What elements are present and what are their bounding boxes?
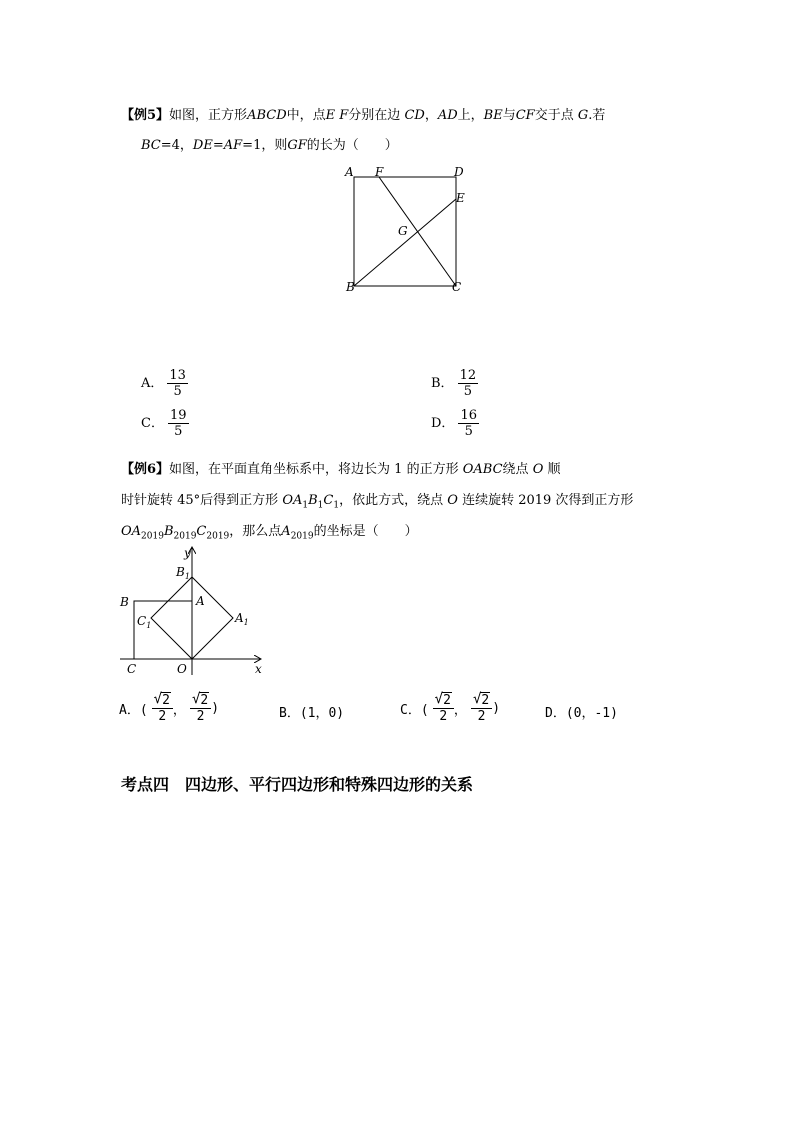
math: B bbox=[163, 524, 174, 539]
subscript: 1 bbox=[243, 618, 249, 627]
subscript: 2019 bbox=[290, 531, 314, 542]
label-b1 bbox=[175, 565, 190, 581]
radicand: 2 bbox=[162, 693, 170, 708]
text: 交于点 bbox=[534, 108, 574, 123]
radicand: 2 bbox=[481, 693, 490, 708]
sqrt-symbol: √ bbox=[434, 691, 444, 707]
math: GF bbox=[287, 138, 307, 153]
numerator: 12 bbox=[459, 368, 477, 383]
text: 与 bbox=[502, 108, 516, 123]
text: 连续旋转 2019 次得到正方形 bbox=[462, 493, 634, 508]
ex6-coordinate-figure bbox=[112, 542, 272, 678]
ex5-label: 【例5】 bbox=[121, 108, 170, 123]
denominator: 2 bbox=[439, 709, 448, 724]
math: DE bbox=[192, 138, 213, 153]
radicand: 2 bbox=[443, 693, 451, 708]
text: .若 bbox=[588, 108, 606, 123]
ex5-question-line2 bbox=[141, 134, 398, 153]
denominator: 2 bbox=[477, 709, 486, 724]
fraction bbox=[167, 368, 188, 399]
ex5-option-c[interactable] bbox=[141, 408, 189, 439]
numerator: 16 bbox=[460, 408, 477, 423]
subscript: 1 bbox=[317, 500, 324, 511]
text: 分别在边 bbox=[348, 108, 401, 123]
ex6-option-a[interactable] bbox=[119, 692, 219, 724]
denominator: 5 bbox=[173, 384, 182, 399]
text: 绕点 bbox=[502, 462, 529, 477]
numerator bbox=[471, 692, 492, 709]
label-o: O bbox=[177, 662, 187, 676]
ex5-option-d[interactable] bbox=[431, 408, 479, 439]
ex6-label: 【例6】 bbox=[121, 462, 170, 477]
math: C bbox=[196, 524, 207, 539]
fraction bbox=[458, 408, 479, 439]
numerator bbox=[190, 692, 211, 709]
ex6-question-line3 bbox=[121, 520, 418, 542]
math: AF bbox=[223, 138, 243, 153]
ex6-option-d[interactable]: D．(0，-1) bbox=[545, 706, 618, 721]
ex5-square-figure bbox=[340, 162, 480, 297]
section-heading: 考点四 四边形、平行四边形和特殊四边形的关系 bbox=[121, 775, 474, 794]
close-paren: ) bbox=[211, 700, 220, 716]
text: 顺 bbox=[547, 462, 561, 477]
math: CD bbox=[404, 108, 425, 123]
subscript: 2019 bbox=[206, 531, 230, 542]
denominator: 5 bbox=[464, 424, 473, 439]
comma: ， bbox=[453, 702, 467, 718]
math: ABCD bbox=[247, 108, 287, 123]
denominator: 2 bbox=[196, 709, 205, 724]
label-a1 bbox=[234, 611, 249, 627]
text: A bbox=[235, 611, 244, 625]
text: 上， bbox=[457, 108, 484, 123]
subscript: 2019 bbox=[141, 531, 164, 542]
text: =4， bbox=[160, 138, 193, 153]
math: OABC bbox=[462, 462, 503, 477]
comma: ， bbox=[172, 702, 186, 718]
math: OA bbox=[121, 524, 142, 539]
text: C bbox=[137, 614, 147, 628]
radicand: 2 bbox=[200, 693, 209, 708]
option-letter: A．( bbox=[119, 702, 148, 718]
ex6-option-c[interactable] bbox=[400, 692, 500, 724]
math: E F bbox=[325, 108, 349, 123]
segment-be bbox=[354, 199, 456, 286]
fraction bbox=[458, 368, 479, 399]
ex5-option-b[interactable] bbox=[431, 368, 478, 399]
label-c1 bbox=[137, 614, 151, 630]
label-b: B bbox=[346, 280, 355, 294]
subscript: 1 bbox=[302, 500, 309, 511]
numerator bbox=[433, 692, 454, 709]
denominator: 5 bbox=[174, 424, 183, 439]
sqrt-symbol: √ bbox=[472, 691, 482, 707]
option-letter: C． bbox=[141, 416, 164, 431]
fraction bbox=[190, 692, 211, 724]
label-b: B bbox=[120, 595, 129, 609]
text: 如图，正方形 bbox=[169, 108, 248, 123]
ex5-option-a[interactable] bbox=[141, 368, 188, 399]
math: BE bbox=[483, 108, 503, 123]
numerator: 13 bbox=[169, 368, 186, 383]
subscript: 1 bbox=[333, 500, 340, 511]
text: 如图，在平面直角坐标系中，将边长为 1 的正方形 bbox=[169, 462, 459, 477]
ex5-question-line1 bbox=[121, 104, 605, 123]
text: 时针旋转 45°后得到正方形 bbox=[121, 493, 279, 508]
label-y: y bbox=[184, 546, 191, 560]
label-c: C bbox=[452, 280, 462, 294]
option-letter: C．( bbox=[400, 702, 429, 718]
ex6-question-line2 bbox=[121, 489, 634, 511]
denominator: 2 bbox=[158, 709, 167, 724]
fraction bbox=[168, 408, 189, 439]
text: ， bbox=[424, 108, 438, 123]
fraction bbox=[433, 692, 454, 724]
fraction bbox=[152, 692, 173, 724]
math: G bbox=[577, 108, 589, 123]
denominator: 5 bbox=[463, 384, 472, 399]
ex6-option-b[interactable]: B．(1，0) bbox=[279, 706, 345, 721]
subscript: 2019 bbox=[173, 531, 197, 542]
math: AD bbox=[437, 108, 458, 123]
math: CF bbox=[515, 108, 535, 123]
ex6-question-line1 bbox=[121, 458, 561, 477]
math: O bbox=[447, 493, 458, 508]
subscript: 1 bbox=[146, 621, 152, 630]
label-e: E bbox=[456, 191, 465, 205]
text: 的长为（ ） bbox=[306, 138, 398, 153]
label-d: D bbox=[454, 165, 464, 179]
label-a: A bbox=[345, 165, 354, 179]
label-c: C bbox=[127, 662, 137, 676]
option-letter: A． bbox=[141, 376, 164, 391]
text: =1，则 bbox=[242, 138, 288, 153]
numerator: 19 bbox=[169, 408, 187, 423]
label-x: x bbox=[255, 662, 262, 676]
text: B bbox=[176, 565, 185, 579]
math: OA bbox=[282, 493, 303, 508]
text: 的坐标是（ ） bbox=[313, 524, 418, 539]
math: O bbox=[532, 462, 544, 477]
math: C bbox=[323, 493, 334, 508]
text: = bbox=[212, 138, 224, 153]
label-g: G bbox=[398, 224, 408, 238]
sqrt-symbol: √ bbox=[153, 691, 163, 707]
option-letter: B． bbox=[431, 376, 454, 391]
text: ，依此方式，绕点 bbox=[339, 493, 444, 508]
text: 中，点 bbox=[286, 108, 326, 123]
math: BC bbox=[141, 138, 161, 153]
label-f: F bbox=[375, 165, 384, 179]
option-letter: D． bbox=[431, 416, 455, 431]
label-a: A bbox=[196, 594, 205, 608]
text: ，那么点 bbox=[229, 524, 282, 539]
subscript: 1 bbox=[184, 572, 190, 581]
math: B bbox=[308, 493, 318, 508]
sqrt-symbol: √ bbox=[191, 691, 201, 707]
numerator bbox=[152, 692, 173, 709]
close-paren: ) bbox=[492, 700, 501, 716]
fraction bbox=[471, 692, 492, 724]
math: A bbox=[281, 524, 291, 539]
